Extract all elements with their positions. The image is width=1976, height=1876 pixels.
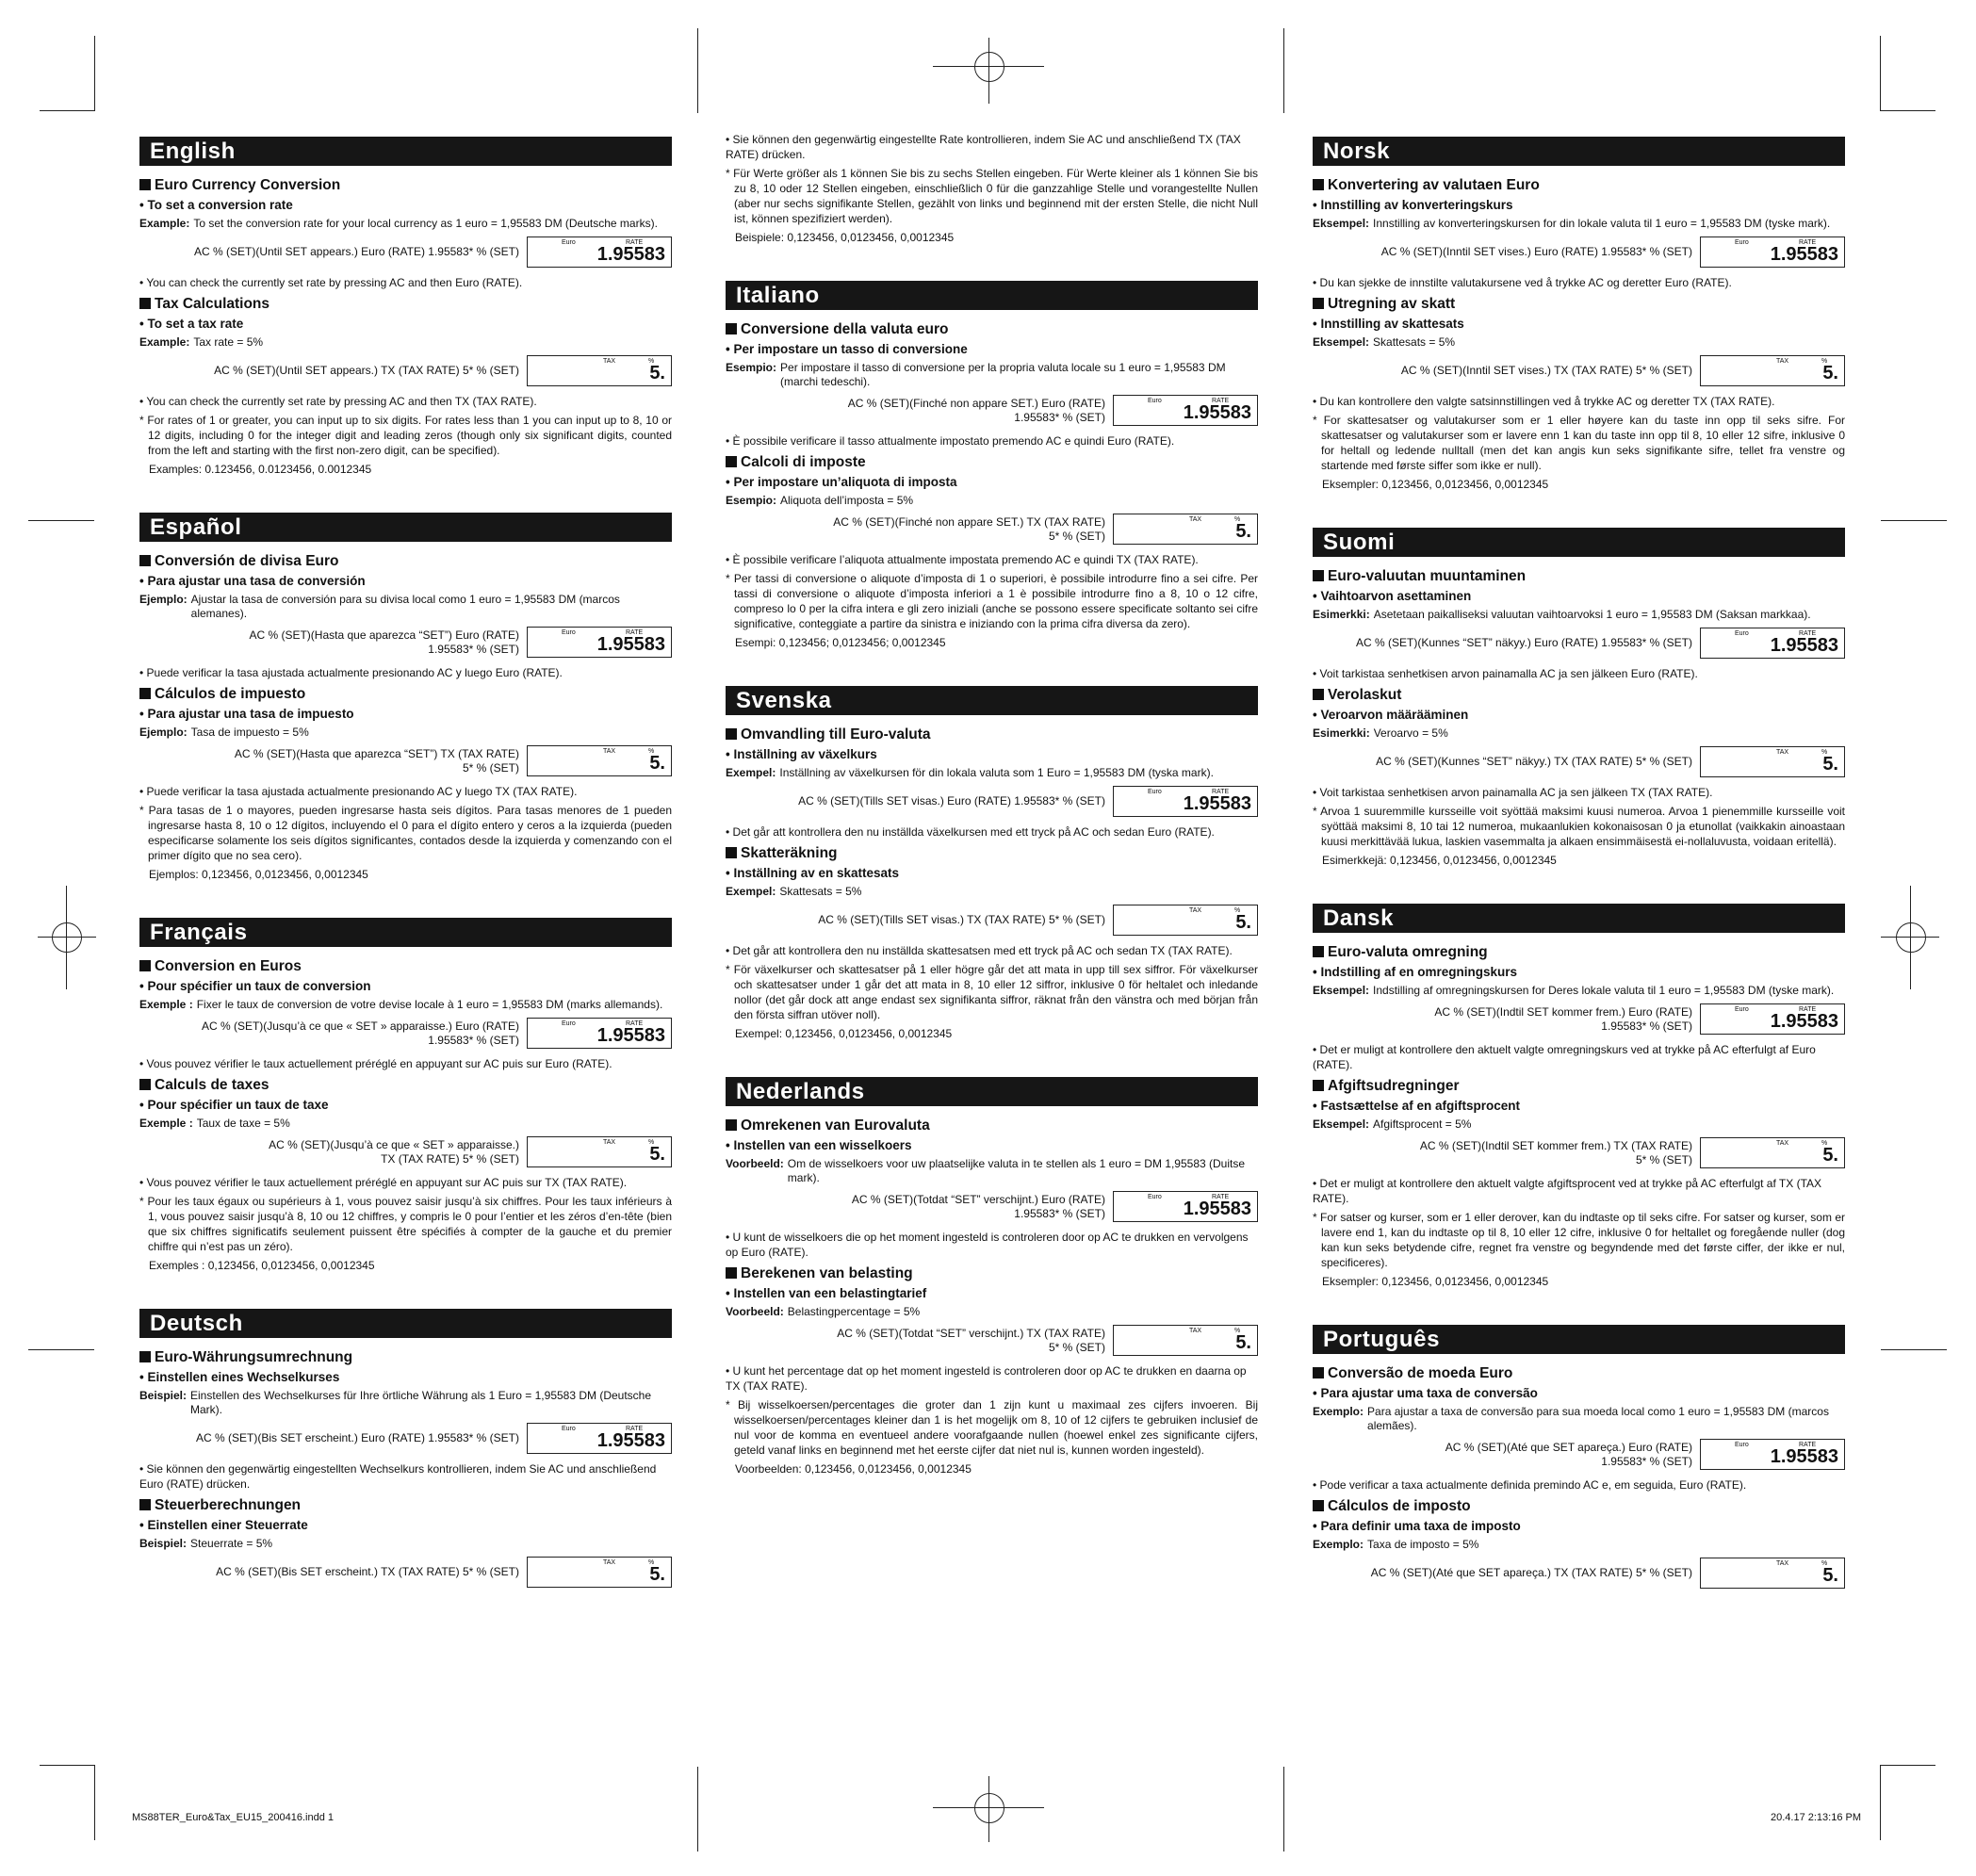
check-note: • Sie können den gegenwärtig eingestellten Wechselkurs kontrollieren, indem Sie AC und anschließend Euro (RATE) drücken. xyxy=(139,1462,657,1491)
procedure-heading: • To set a conversion rate xyxy=(139,198,293,212)
key-sequence: AC % (SET)(Tills SET visas.) TX (TAX RATE) 5* % (SET) TAX % 5. xyxy=(726,905,1258,936)
fold-mark xyxy=(697,28,698,113)
check-note: • Det er muligt at kontrollere den aktuelt valgte omregningskurs ved at trykke på AC efterfulgt af Euro (RATE). xyxy=(1313,1043,1816,1071)
square-bullet-icon xyxy=(1313,946,1324,957)
lcd-display: Euro RATE 1.95583 xyxy=(527,237,672,268)
procedure-heading: • Fastsættelse af en afgiftsprocent xyxy=(1313,1099,1521,1113)
key-sequence: AC % (SET)(Totdat “SET” verschijnt.) Euro (RATE) 1.95583* % (SET) Euro RATE 1.95583 xyxy=(726,1191,1258,1222)
procedure-heading: • Para definir uma taxa de imposto xyxy=(1313,1519,1521,1533)
square-bullet-icon xyxy=(726,456,737,467)
crop-mark xyxy=(1881,110,1935,111)
key-sequence: AC % (SET)(Indtil SET kommer frem.) TX (TAX RATE) 5* % (SET) TAX % 5. xyxy=(1313,1137,1845,1168)
lcd-display: TAX % 5. xyxy=(1113,514,1258,545)
procedure-heading: • Veroarvon määrääminen xyxy=(1313,708,1469,722)
square-bullet-icon xyxy=(139,1351,151,1362)
subsection-heading: Verolaskut xyxy=(1313,686,1845,704)
check-note: • U kunt de wisselkoers die op het moment ingesteld is controleren door op AC te drukken en vervolgens op Euro (RATE). xyxy=(726,1231,1249,1259)
procedure-heading: • Inställning av växelkurs xyxy=(726,747,877,761)
lcd-display: Euro RATE 1.95583 xyxy=(527,1018,672,1049)
example: Esempio: Per impostare il tasso di conversione per la propria valuta locale su 1 euro = 1,95583 DM (marchi tedeschi). xyxy=(726,361,1226,388)
lcd-display: TAX % 5. xyxy=(527,355,672,386)
square-bullet-icon xyxy=(726,323,737,334)
example: Esempio: Aliquota dell’imposta = 5% xyxy=(726,494,914,507)
subsection-heading: Omvandling till Euro-valuta xyxy=(726,726,1258,743)
crop-mark xyxy=(1880,36,1881,111)
sample-values: Beispiele: 0,123456, 0,0123456, 0,0012345 xyxy=(735,231,955,244)
registration-mark xyxy=(66,886,67,989)
key-sequence: AC % (SET)(Kunnes “SET” näkyy.) Euro (RATE) 1.95583* % (SET) Euro RATE 1.95583 xyxy=(1313,628,1845,659)
square-bullet-icon xyxy=(139,1499,151,1510)
footnote: * Pour les taux égaux ou supérieurs à 1, vous pouvez saisir jusqu’à six chiffres. Pour les taux inférieurs à 1, vous pouvez saisir jusqu’à 8, 10 ou 12 chiffres, y compris le 0 pour l’entier et les zéros d’en-tête (bien que six chiffres significatifs seulement puissent être spécifiés à compter de la gauche et du premier chiffre qui n’est pas un zéro). xyxy=(139,1195,672,1253)
square-bullet-icon xyxy=(726,1267,737,1279)
section-svenska xyxy=(726,686,1258,1041)
section-espanol xyxy=(139,513,672,882)
subsection-heading: Omrekenen van Eurovaluta xyxy=(726,1117,1258,1134)
example: Exemple : Fixer le taux de conversion de votre devise locale à 1 euro = 1,95583 DM (marks allemands). xyxy=(139,998,663,1011)
sample-values: Esimerkkejä: 0,123456, 0,0123456, 0,0012345 xyxy=(1322,854,1557,867)
square-bullet-icon xyxy=(1313,1080,1324,1091)
fold-mark xyxy=(1881,520,1947,521)
section-nederlands xyxy=(726,1077,1258,1476)
check-note: • Puede verificar la tasa ajustada actualmente presionando AC y luego TX (TAX RATE). xyxy=(139,785,578,798)
procedure-heading: • Para ajustar una tasa de impuesto xyxy=(139,707,354,721)
lcd-display: Euro RATE 1.95583 xyxy=(1700,237,1845,268)
key-sequence: AC % (SET)(Hasta que aparezca “SET”) Euro (RATE) 1.95583* % (SET) Euro RATE 1.95583 xyxy=(139,627,672,658)
file-slug: MS88TER_Euro&Tax_EU15_200416.indd 1 xyxy=(132,1812,335,1823)
subsection-heading: Konvertering av valutaen Euro xyxy=(1313,176,1845,194)
crop-mark xyxy=(40,110,94,111)
procedure-heading: • Innstilling av skattesats xyxy=(1313,317,1464,331)
lang-heading: Nederlands xyxy=(726,1077,1258,1106)
subsection-heading: Tax Calculations xyxy=(139,295,672,313)
square-bullet-icon xyxy=(1313,570,1324,581)
key-sequence: AC % (SET)(Until SET appears.) TX (TAX RATE) 5* % (SET) TAX % 5. xyxy=(139,355,672,386)
check-note: • You can check the currently set rate by pressing AC and then Euro (RATE). xyxy=(139,276,523,289)
square-bullet-icon xyxy=(139,555,151,566)
footnote: * Für Werte größer als 1 können Sie bis zu sechs Stellen eingeben. Für Werte kleiner als 1 können Sie bis zu 8, 10 oder 12 Stellen eingeben, einschließlich 0 für die ganzzahlige Stelle und vorangestellte Nullen (aber nur sechs signifikante Stellen, gezählt von links und beginnend mit der ersten Stelle, die nicht Null ist, können spezifiziert werden). xyxy=(726,167,1258,225)
check-note: • Det er muligt at kontrollere den aktuelt valgte afgiftsprocent ved at trykke på AC efterfulgt af TX (TAX RATE). xyxy=(1313,1177,1822,1205)
subsection-heading: Euro Currency Conversion xyxy=(139,176,672,194)
section-italiano xyxy=(726,281,1258,650)
key-sequence: AC % (SET)(Tills SET visas.) Euro (RATE) 1.95583* % (SET) Euro RATE 1.95583 xyxy=(726,786,1258,817)
example: Voorbeeld: Om de wisselkoers voor uw plaatselijke valuta in te stellen als 1 euro = DM 1,95583 (Duitse mark). xyxy=(726,1157,1246,1184)
lang-heading: Français xyxy=(139,918,672,947)
lcd-display: Euro RATE 1.95583 xyxy=(527,627,672,658)
lcd-display: TAX % 5. xyxy=(1700,355,1845,386)
lang-heading: Svenska xyxy=(726,686,1258,715)
example: Esimerkki: Veroarvo = 5% xyxy=(1313,726,1448,740)
key-sequence: AC % (SET)(Jusqu’à ce que « SET » apparaisse.) Euro (RATE) 1.95583* % (SET) Euro RATE 1.95583 xyxy=(139,1018,672,1049)
square-bullet-icon xyxy=(1313,1367,1324,1378)
subsection-heading: Conversion en Euros xyxy=(139,957,672,975)
example: Eksempel: Afgiftsprocent = 5% xyxy=(1313,1117,1472,1131)
lcd-display: Euro RATE 1.95583 xyxy=(1700,628,1845,659)
section-francais xyxy=(139,918,672,1273)
sample-values: Eksempler: 0,123456, 0,0123456, 0,0012345 xyxy=(1322,1275,1549,1288)
check-note: • U kunt het percentage dat op het moment ingesteld is controleren door op AC te drukken en daarna op TX (TAX RATE). xyxy=(726,1364,1247,1393)
key-sequence: AC % (SET)(Totdat “SET” verschijnt.) TX (TAX RATE) 5* % (SET) TAX % 5. xyxy=(726,1325,1258,1356)
check-note: • Voit tarkistaa senhetkisen arvon painamalla AC ja sen jälkeen Euro (RATE). xyxy=(1313,667,1698,680)
lcd-display: Euro RATE 1.95583 xyxy=(527,1423,672,1454)
fold-mark xyxy=(28,520,94,521)
key-sequence: AC % (SET)(Finché non appare SET.) TX (TAX RATE) 5* % (SET) TAX % 5. xyxy=(726,514,1258,545)
section-suomi xyxy=(1313,528,1845,868)
section-english xyxy=(139,137,672,477)
fold-mark xyxy=(28,1349,94,1350)
example: Beispiel: Einstellen des Wechselkurses für Ihre örtliche Währung als 1 Euro = 1,95583 DM (Deutsche Mark). xyxy=(139,1389,652,1416)
check-note: • Det går att kontrollera den nu inställda skattesatsen med ett tryck på AC och sedan TX (TAX RATE). xyxy=(726,944,1233,957)
square-bullet-icon xyxy=(139,1079,151,1090)
example: Example: To set the conversion rate for your local currency as 1 euro = 1,95583 DM (Deutsche marks). xyxy=(139,217,658,230)
crop-mark xyxy=(1880,1765,1881,1840)
procedure-heading: • Para ajustar una tasa de conversión xyxy=(139,574,366,588)
check-note: • È possibile verificare l’aliquota attualmente impostata premendo AC e quindi TX (TAX RATE). xyxy=(726,553,1199,566)
subsection-heading: Conversão de moeda Euro xyxy=(1313,1364,1845,1382)
crop-mark xyxy=(40,1765,94,1766)
key-sequence: AC % (SET)(Indtil SET kommer frem.) Euro (RATE) 1.95583* % (SET) Euro RATE 1.95583 xyxy=(1313,1003,1845,1035)
lcd-display: TAX % 5. xyxy=(1700,746,1845,777)
example: Ejemplo: Ajustar la tasa de conversión para su divisa local como 1 euro = 1,95583 DM (marcos alemanes). xyxy=(139,593,620,620)
procedure-heading: • Pour spécifier un taux de taxe xyxy=(139,1098,329,1112)
footnote: * Arvoa 1 suuremmille kursseille voit syöttää maksimi kuusi numeroa. Arvoa 1 pienemmille kursseille voit syöttää maksimi 8, 10 tai 12 numeroa, mukaanlukien kokonaisosan 0 ja etunollat (vaikkakin ainoastaan kuusi merkittävää lukua, laskien vasemmalta ja alkaen ensimmäisestä ei-nollaluvusta, voidaan eritellä). xyxy=(1313,805,1845,848)
procedure-heading: • Instellen van een belastingtarief xyxy=(726,1286,927,1300)
sample-values: Esempi: 0,123456; 0,0123456; 0,0012345 xyxy=(735,636,946,649)
square-bullet-icon xyxy=(139,688,151,699)
lcd-display: Euro RATE 1.95583 xyxy=(1700,1439,1845,1470)
sample-values: Exemples : 0,123456, 0,0123456, 0,0012345 xyxy=(149,1259,375,1272)
footnote: * For rates of 1 or greater, you can input up to six digits. For rates less than 1 you can input up to 8, 10 or 12 digits, including 0 for the integer digit and leading zeros (though only six significant digits, counted from the left and starting with the first non-zero digit, can be specified). xyxy=(139,414,672,457)
subsection-heading: Cálculos de imposto xyxy=(1313,1497,1845,1515)
check-note: • Pode verificar a taxa actualmente definida premindo AC e, em seguida, Euro (RATE). xyxy=(1313,1478,1747,1492)
sample-values: Eksempler: 0,123456, 0,0123456, 0,0012345 xyxy=(1322,478,1549,491)
check-note: • Puede verificar la tasa ajustada actualmente presionando AC y luego Euro (RATE). xyxy=(139,666,563,679)
section-dansk xyxy=(1313,904,1845,1289)
lang-heading: Suomi xyxy=(1313,528,1845,557)
footnote: * För växelkurser och skattesatser på 1 eller högre går det att mata in upp till sex siffror. För växelkurser och skattesatser under 1 går det att mata in 8, 10 eller 12 siffror, inklusive 0 för heltalet och inledande nollor (det går dock att ange endast sex signifikanta siffror, räknat från den vänstra och med början från den första siffran utöver noll). xyxy=(726,963,1258,1021)
footnote: * Bij wisselkoersen/percentages die groter dan 1 zijn kunt u maximaal zes cijfers invoeren. Bij wisselkoersen/percentages kleiner dan 1 is het mogelijk om 8, 10 of 12 cijfers te gebruiken inclusief de nul voor de komma en eventueel andere voorafgaande nullen (hoewel enkel zes significante cijfers, geteld vanaf links en beginnend met het eerste cijfer dat niet nul is, kunnen worden ingesteld). xyxy=(726,1398,1258,1457)
check-note: • Vous pouvez vérifier le taux actuellement préréglé en appuyant sur AC puis sur TX (TAX RATE). xyxy=(139,1176,628,1189)
key-sequence: AC % (SET)(Inntil SET vises.) TX (TAX RATE) 5* % (SET) TAX % 5. xyxy=(1313,355,1845,386)
registration-mark xyxy=(1910,886,1911,989)
lang-heading: Español xyxy=(139,513,672,542)
lcd-display: Euro RATE 1.95583 xyxy=(1113,1191,1258,1222)
subsection-heading: Euro-valuutan muuntaminen xyxy=(1313,567,1845,585)
lcd-display: TAX % 5. xyxy=(1113,905,1258,936)
procedure-heading: • To set a tax rate xyxy=(139,317,244,331)
example: Exempel: Skattesats = 5% xyxy=(726,885,862,898)
square-bullet-icon xyxy=(726,1119,737,1131)
square-bullet-icon xyxy=(1313,179,1324,190)
key-sequence: AC % (SET)(Hasta que aparezca “SET”) TX (TAX RATE) 5* % (SET) TAX % 5. xyxy=(139,745,672,776)
footnote: * For skattesatser og valutakurser som er 1 eller høyere kan du taste inn opp til seks sifre. For skattesatser og valutakurser som er lavere enn 1 kan du taste inn opp til 8, 10 eller 12 sifre, inklusive 0 for heltall og ledende nulltall (men det kan angis kun seks signifikante sifre, tellet fra venstre og startende med første siffer som ikke er null). xyxy=(1313,414,1845,472)
sample-values: Examples: 0.123456, 0.0123456, 0.0012345 xyxy=(149,463,372,476)
check-note: • Voit tarkistaa senhetkisen arvon painamalla AC ja sen jälkeen TX (TAX RATE). xyxy=(1313,786,1713,799)
lang-heading: Norsk xyxy=(1313,137,1845,166)
section-deutsch-cont xyxy=(726,132,1258,245)
procedure-heading: • Einstellen eines Wechselkurses xyxy=(139,1370,340,1384)
example: Esimerkki: Asetetaan paikalliseksi valuutan vaihtoarvoksi 1 euro = 1,95583 DM (Saksan markkaa). xyxy=(1313,608,1811,621)
print-timestamp: 20.4.17 2:13:16 PM xyxy=(1770,1812,1861,1823)
check-note: • È possibile verificare il tasso attualmente impostato premendo AC e quindi Euro (RATE). xyxy=(726,434,1175,448)
subsection-heading: Steuerberechnungen xyxy=(139,1496,672,1514)
fold-mark xyxy=(1283,28,1284,113)
lcd-display: TAX % 5. xyxy=(527,1136,672,1167)
subsection-heading: Utregning av skatt xyxy=(1313,295,1845,313)
example: Eksempel: Skattesats = 5% xyxy=(1313,335,1456,349)
lcd-display: TAX % 5. xyxy=(1700,1558,1845,1589)
lang-heading: Deutsch xyxy=(139,1309,672,1338)
footnote: * For satser og kurser, som er 1 eller derover, kan du indtaste op til seks cifre. For satser og kurser, som er lavere end 1, kan du indtaste op til 8, 10 eller 12 cifre, inklusive 0 for heltallet og foregående nuller (dog kan kun seks betydende cifre, regnet fra venstre og begyndende med det første ciffer, der ikke er nul, specificeres). xyxy=(1313,1211,1845,1269)
section-portugues xyxy=(1313,1325,1845,1589)
lcd-display: TAX % 5. xyxy=(1700,1137,1845,1168)
check-note: • You can check the currently set rate by pressing AC and then TX (TAX RATE). xyxy=(139,395,537,408)
subsection-heading: Skatteräkning xyxy=(726,844,1258,862)
lcd-display: TAX % 5. xyxy=(527,745,672,776)
check-note: • Vous pouvez vérifier le taux actuellement préréglé en appuyant sur AC puis sur Euro (RATE). xyxy=(139,1057,612,1070)
example: Beispiel: Steuerrate = 5% xyxy=(139,1537,273,1550)
procedure-heading: • Inställning av en skattesats xyxy=(726,866,900,880)
procedure-heading: • Vaihtoarvon asettaminen xyxy=(1313,589,1472,603)
key-sequence: AC % (SET)(Until SET appears.) Euro (RATE) 1.95583* % (SET) Euro RATE 1.95583 xyxy=(139,237,672,268)
fold-mark xyxy=(1881,1349,1947,1350)
lang-heading: English xyxy=(139,137,672,166)
procedure-heading: • Para ajustar uma taxa de conversão xyxy=(1313,1386,1538,1400)
key-sequence: AC % (SET)(Inntil SET vises.) Euro (RATE) 1.95583* % (SET) Euro RATE 1.95583 xyxy=(1313,237,1845,268)
check-note: • Du kan kontrollere den valgte satsinnstillingen ved å trykke AC og deretter TX (TAX RATE). xyxy=(1313,395,1775,408)
fold-mark xyxy=(1283,1767,1284,1852)
subsection-heading: Cálculos de impuesto xyxy=(139,685,672,703)
key-sequence: AC % (SET)(Kunnes “SET” näkyy.) TX (TAX RATE) 5* % (SET) TAX % 5. xyxy=(1313,746,1845,777)
check-note: • Sie können den gegenwärtig eingestellte Rate kontrollieren, indem Sie AC und anschließend TX (TAX RATE) drücken. xyxy=(726,133,1241,161)
procedure-heading: • Pour spécifier un taux de conversion xyxy=(139,979,371,993)
example: Eksempel: Innstilling av konverteringskursen for din lokale valuta til 1 euro = 1,95583 DM (tyske mark). xyxy=(1313,217,1831,230)
square-bullet-icon xyxy=(1313,1500,1324,1511)
section-norsk xyxy=(1313,137,1845,492)
square-bullet-icon xyxy=(1313,689,1324,700)
key-sequence: AC % (SET)(Bis SET erscheint.) TX (TAX RATE) 5* % (SET) TAX % 5. xyxy=(139,1557,672,1588)
square-bullet-icon xyxy=(726,728,737,740)
procedure-heading: • Per impostare un’aliquota di imposta xyxy=(726,475,957,489)
example: Example: Tax rate = 5% xyxy=(139,335,264,349)
subsection-heading: Euro-valuta omregning xyxy=(1313,943,1845,961)
key-sequence: AC % (SET)(Até que SET apareça.) Euro (RATE) 1.95583* % (SET) Euro RATE 1.95583 xyxy=(1313,1439,1845,1470)
footnote: * Per tassi di conversione o aliquote d’imposta di 1 o superiori, è possibile introdurre fino a sei cifre. Per tassi di conversione o aliquote d’imposta inferiori a 1 è possibile introdurre fino a 8, 10 o 12 cifre, compreso lo 0 per la cifra intera e gli zero iniziali (anche se possono essere specificate soltanto sei cifre significative, conteggiate a partire da sinistra e iniziando con la prima cifra diversa da zero). xyxy=(726,572,1258,630)
example: Exempel: Inställning av växelkursen för din lokala valuta som 1 Euro = 1,95583 DM (tyska mark). xyxy=(726,766,1214,779)
lcd-display: Euro RATE 1.95583 xyxy=(1700,1003,1845,1035)
section-deutsch xyxy=(139,1309,672,1588)
subsection-heading: Euro-Währungsumrechnung xyxy=(139,1348,672,1366)
square-bullet-icon xyxy=(1313,298,1324,309)
subsection-heading: Conversión de divisa Euro xyxy=(139,552,672,570)
sample-values: Ejemplos: 0,123456, 0,0123456, 0,0012345 xyxy=(149,868,368,881)
example: Exemple : Taux de taxe = 5% xyxy=(139,1117,290,1130)
lcd-display: TAX % 5. xyxy=(1113,1325,1258,1356)
square-bullet-icon xyxy=(139,960,151,971)
registration-mark xyxy=(988,1776,989,1842)
square-bullet-icon xyxy=(726,847,737,858)
key-sequence: AC % (SET)(Finché non appare SET.) Euro (RATE) 1.95583* % (SET) Euro RATE 1.95583 xyxy=(726,395,1258,426)
example: Exemplo: Para ajustar a taxa de conversão para sua moeda local como 1 euro = 1,95583 DM (marcos alemães). xyxy=(1313,1405,1829,1432)
subsection-heading: Calculs de taxes xyxy=(139,1076,672,1094)
square-bullet-icon xyxy=(139,179,151,190)
lang-heading: Português xyxy=(1313,1325,1845,1354)
crop-mark xyxy=(94,1765,95,1840)
lcd-display: Euro RATE 1.95583 xyxy=(1113,395,1258,426)
procedure-heading: • Indstilling af en omregningskurs xyxy=(1313,965,1518,979)
procedure-heading: • Per impostare un tasso di conversione xyxy=(726,342,968,356)
key-sequence: AC % (SET)(Até que SET apareça.) TX (TAX RATE) 5* % (SET) TAX % 5. xyxy=(1313,1558,1845,1589)
lang-heading: Dansk xyxy=(1313,904,1845,933)
example: Voorbeeld: Belastingpercentage = 5% xyxy=(726,1305,921,1318)
crop-mark xyxy=(94,36,95,111)
sample-values: Exempel: 0,123456, 0,0123456, 0,0012345 xyxy=(735,1027,953,1040)
subsection-heading: Conversione della valuta euro xyxy=(726,320,1258,338)
subsection-heading: Afgiftsudregninger xyxy=(1313,1077,1845,1095)
square-bullet-icon xyxy=(139,298,151,309)
check-note: • Det går att kontrollera den nu inställda växelkursen med ett tryck på AC och sedan Euro (RATE). xyxy=(726,825,1215,839)
check-note: • Du kan sjekke de innstilte valutakursene ved å trykke AC og deretter Euro (RATE). xyxy=(1313,276,1732,289)
procedure-heading: • Einstellen einer Steuerrate xyxy=(139,1518,308,1532)
example: Eksempel: Indstilling af omregningskursen for Deres lokale valuta til 1 euro = 1,95583 DM (tyske mark). xyxy=(1313,984,1835,997)
key-sequence: AC % (SET)(Bis SET erscheint.) Euro (RATE) 1.95583* % (SET) Euro RATE 1.95583 xyxy=(139,1423,672,1454)
subsection-heading: Calcoli di imposte xyxy=(726,453,1258,471)
registration-mark xyxy=(988,38,989,104)
crop-mark xyxy=(1881,1765,1935,1766)
procedure-heading: • Innstilling av konverteringskurs xyxy=(1313,198,1513,212)
example: Ejemplo: Tasa de impuesto = 5% xyxy=(139,726,309,739)
procedure-heading: • Instellen van een wisselkoers xyxy=(726,1138,912,1152)
lcd-display: TAX % 5. xyxy=(527,1557,672,1588)
key-sequence: AC % (SET)(Jusqu’à ce que « SET » apparaisse.) TX (TAX RATE) 5* % (SET) TAX % 5. xyxy=(139,1136,672,1167)
sample-values: Voorbeelden: 0,123456, 0,0123456, 0,0012345 xyxy=(735,1462,972,1476)
subsection-heading: Berekenen van belasting xyxy=(726,1264,1258,1282)
lcd-display: Euro RATE 1.95583 xyxy=(1113,786,1258,817)
footnote: * Para tasas de 1 o mayores, pueden ingresarse hasta seis dígitos. Para tasas menores de 1 pueden ingresarse hasta 8, 10 o 12 dígitos, incluyendo el 0 para el dígito entero y ceros a la izquierda (pueden especificarse solamente los seis dígitos significantes, contados desde la izquierda y comenzando con el primer dígito que no sea cero). xyxy=(139,804,672,862)
fold-mark xyxy=(697,1767,698,1852)
lang-heading: Italiano xyxy=(726,281,1258,310)
example: Exemplo: Taxa de imposto = 5% xyxy=(1313,1538,1479,1551)
